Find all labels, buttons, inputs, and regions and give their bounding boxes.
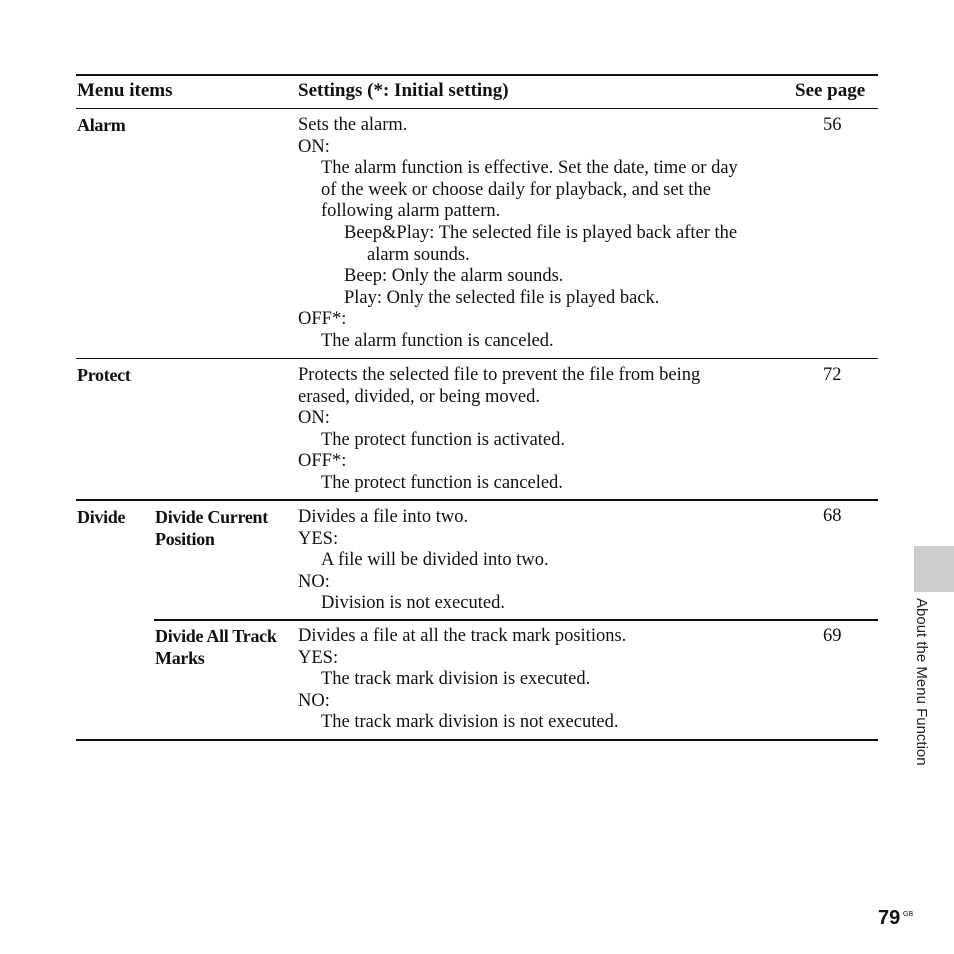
section-tab-label: About the Menu Function xyxy=(913,598,930,766)
settings-protect xyxy=(298,365,798,495)
menu-item-divide: Divide xyxy=(77,507,126,527)
settings-line: Sets the alarm. xyxy=(298,115,408,135)
divide-sub-rule xyxy=(154,619,878,621)
settings-line: NO: xyxy=(298,571,330,592)
settings-divide-all-track-marks xyxy=(298,626,798,734)
settings-line: OFF*: xyxy=(298,451,347,472)
settings-line: ON: xyxy=(298,408,330,429)
settings-line: The track mark division is not executed. xyxy=(321,712,619,733)
settings-line: of the week or choose daily for playback, and set the xyxy=(321,179,711,200)
settings-line: ON: xyxy=(298,136,330,157)
table-bottom-rule xyxy=(76,739,878,741)
protect-bottom-rule xyxy=(76,499,878,501)
settings-line: Divides a file into two. xyxy=(298,507,469,527)
page-ref-protect: 72 xyxy=(823,365,842,385)
settings-divide-current-position xyxy=(298,507,798,615)
settings-line: Beep&Play: The selected file is played back after the xyxy=(344,222,738,243)
settings-line: YES: xyxy=(298,647,339,668)
settings-line: OFF*: xyxy=(298,309,347,330)
header-menu-items: Menu items xyxy=(77,80,173,101)
settings-line: The track mark division is executed. xyxy=(321,669,591,690)
settings-line: A file will be divided into two. xyxy=(321,550,549,571)
settings-line: Division is not executed. xyxy=(321,593,505,614)
settings-line: Play: Only the selected file is played back. xyxy=(344,287,660,308)
section-tab-marker xyxy=(914,546,954,592)
header-bottom-rule xyxy=(76,108,878,109)
settings-line: The protect function is activated. xyxy=(321,429,566,450)
table-top-rule xyxy=(76,74,878,76)
settings-line: The protect function is canceled. xyxy=(321,472,563,493)
page-ref-alarm: 56 xyxy=(823,115,842,135)
submenu-line: Marks xyxy=(155,647,205,668)
settings-line: alarm sounds. xyxy=(367,244,470,265)
settings-line: Protects the selected file to prevent the file from being xyxy=(298,365,701,385)
settings-line: The alarm function is canceled. xyxy=(321,330,554,351)
page-number: 79 xyxy=(878,907,901,929)
settings-line: YES: xyxy=(298,528,339,549)
alarm-bottom-rule xyxy=(76,358,878,359)
settings-line: The alarm function is effective. Set the date, time or day xyxy=(321,158,738,179)
settings-line: following alarm pattern. xyxy=(321,201,501,222)
submenu-line: Divide All Track xyxy=(155,626,277,646)
settings-line: Divides a file at all the track mark positions. xyxy=(298,626,627,646)
settings-line: NO: xyxy=(298,690,330,711)
page-ref-divide-all-track-marks: 69 xyxy=(823,626,842,646)
page-ref-divide-current-position: 68 xyxy=(823,506,842,526)
menu-item-alarm: Alarm xyxy=(77,115,126,135)
settings-line: erased, divided, or being moved. xyxy=(298,386,540,407)
header-see-page: See page xyxy=(795,80,866,101)
submenu-divide-all-track-marks xyxy=(155,626,277,669)
header-settings: Settings (*: Initial setting) xyxy=(298,80,509,101)
menu-item-protect: Protect xyxy=(77,365,131,385)
submenu-divide-current-position xyxy=(155,507,268,550)
submenu-line: Position xyxy=(155,528,215,549)
settings-alarm xyxy=(298,115,798,353)
page-number-suffix: GB xyxy=(903,911,914,918)
settings-line: Beep: Only the alarm sounds. xyxy=(344,266,564,287)
submenu-line: Divide Current xyxy=(155,507,268,527)
